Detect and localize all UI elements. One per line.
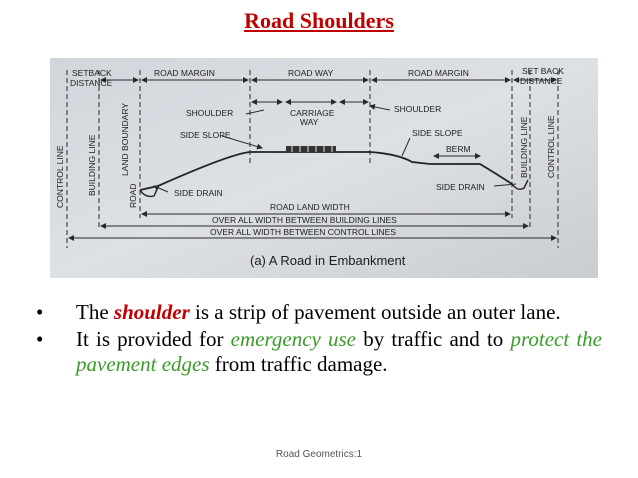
bullet-text <box>76 300 602 325</box>
keyword-emergency-use: emergency use <box>230 327 357 351</box>
bullet-mark: • <box>36 300 44 324</box>
bullet-text-part: from traffic damage. <box>209 352 388 376</box>
bullet-text-part: by traffic and to <box>356 327 511 351</box>
shoulder-right-label: SHOULDER <box>394 104 442 114</box>
bullet-text-part: is a strip of pavement outside an outer lane. <box>189 300 561 324</box>
road-margin-right-label: ROAD MARGIN <box>408 68 469 78</box>
photo-background <box>50 58 598 278</box>
distance-right-label: DISTANCE <box>520 76 563 86</box>
carriage-label: CARRIAGE <box>290 108 335 118</box>
shoulder-left-label: SHOULDER <box>186 108 234 118</box>
bullet-list <box>36 300 602 379</box>
side-drain-right-label: SIDE DRAIN <box>436 182 485 192</box>
bullet-text-part: It is provided for <box>76 327 231 351</box>
bullet-item <box>36 300 602 325</box>
bullet-mark: • <box>36 327 44 351</box>
control-line-left-label: CONTROL LINE <box>55 145 65 208</box>
control-lines-width-label: OVER ALL WIDTH BETWEEN CONTROL LINES <box>210 227 396 237</box>
road-way-label: ROAD WAY <box>288 68 334 78</box>
control-line-right-label: CONTROL LINE <box>546 115 556 178</box>
building-line-left-label: BUILDING LINE <box>87 134 97 196</box>
bullet-text <box>76 327 602 377</box>
way-label: WAY <box>300 117 319 127</box>
road-embankment-diagram <box>50 58 598 278</box>
building-line-right-label: BUILDING LINE <box>519 116 529 178</box>
bullet-item <box>36 327 602 377</box>
diagram-caption: (a) A Road in Embankment <box>250 253 406 268</box>
keyword-shoulder: shoulder <box>113 300 190 324</box>
road-label: ROAD <box>128 183 138 208</box>
slide-footer: Road Geometrics:1 <box>275 449 363 460</box>
distance-left-label: DISTANCE <box>70 78 113 88</box>
berm-label: BERM <box>446 144 471 154</box>
road-land-width-label: ROAD LAND WIDTH <box>270 202 350 212</box>
carriage-way-pavement <box>286 146 336 152</box>
slide-title: Road Shoulders <box>244 8 394 33</box>
road-margin-left-label: ROAD MARGIN <box>154 68 215 78</box>
side-slope-left-label: SIDE SLOPE <box>180 130 231 140</box>
setback-right-label: SET BACK <box>522 66 564 76</box>
land-boundary-label: LAND BOUNDARY <box>120 102 130 176</box>
side-slope-right-label: SIDE SLOPE <box>412 128 463 138</box>
building-lines-width-label: OVER ALL WIDTH BETWEEN BUILDING LINES <box>212 215 397 225</box>
side-drain-left-label: SIDE DRAIN <box>174 188 223 198</box>
setback-left-label: SETBACK <box>72 68 112 78</box>
bullet-text-part: The <box>76 300 114 324</box>
keyword-protect-edges: protect the pavement edges <box>76 327 603 376</box>
